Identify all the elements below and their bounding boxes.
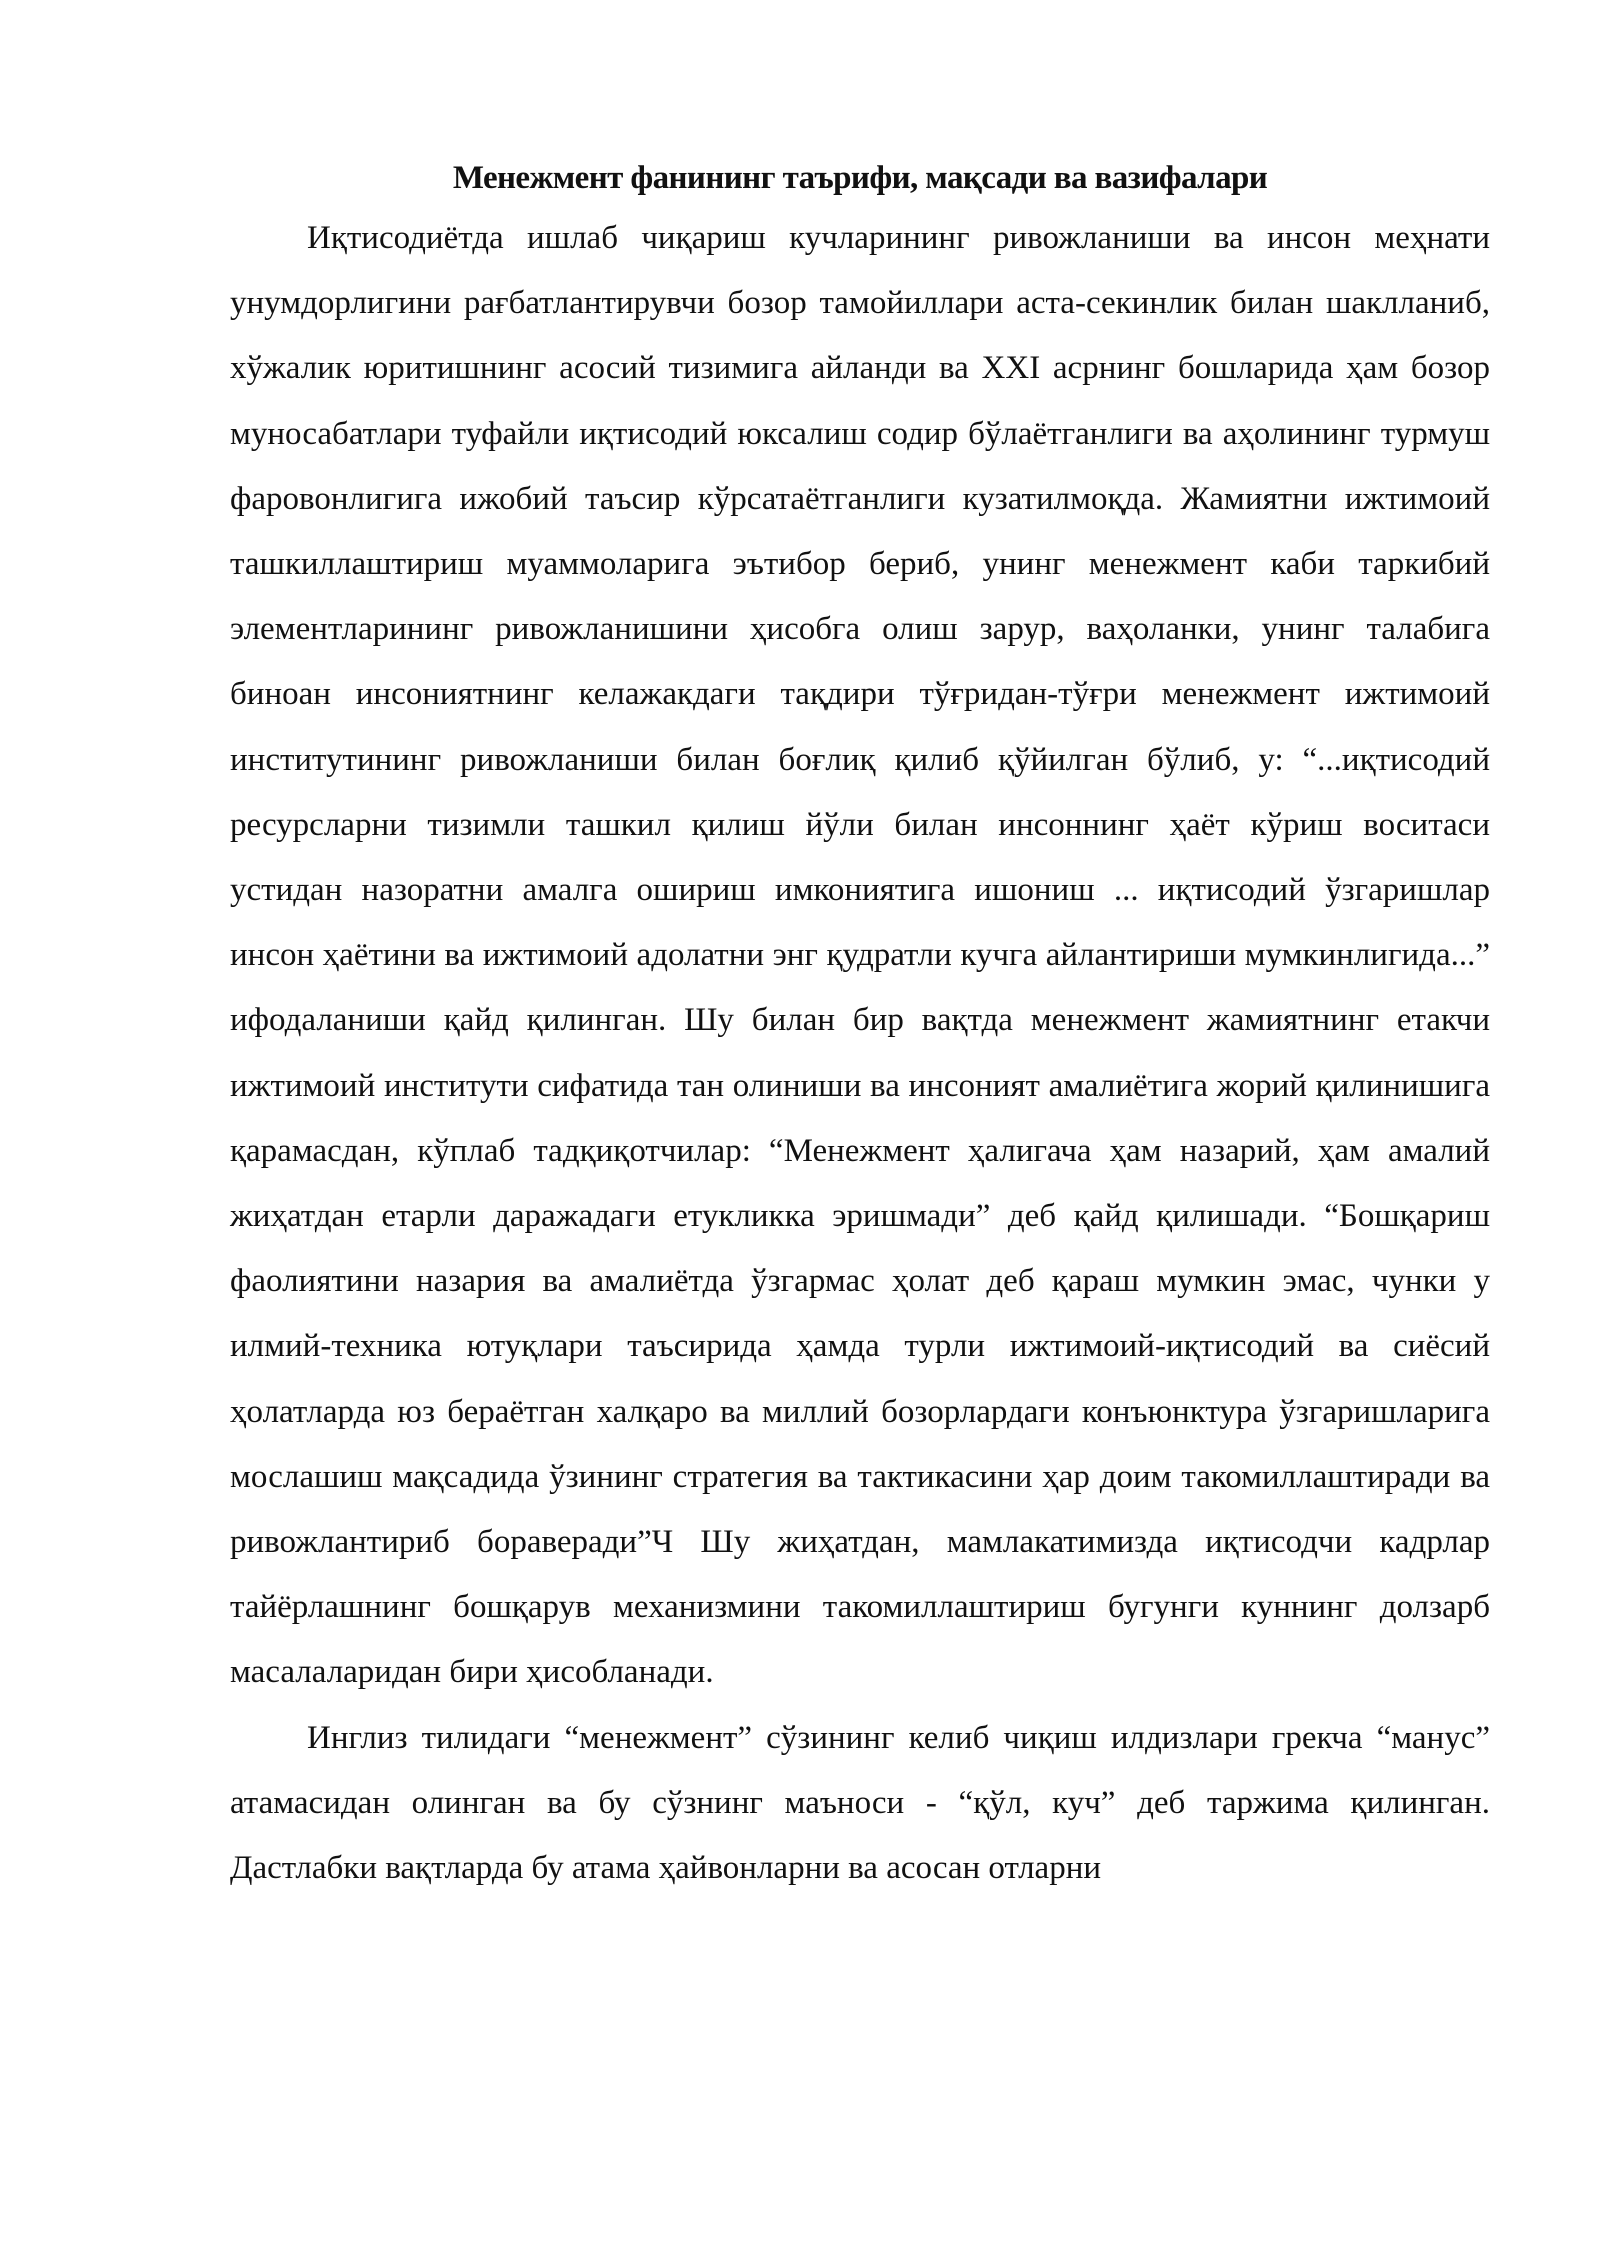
document-body [230, 150, 1490, 1901]
document-title: Менежмент фанининг таърифи, мақсади ва вазифалари [452, 160, 1268, 196]
paragraph-1: Иқтисодиётда ишлаб чиқариш кучларининг ривожланиши ва инсон меҳнати унумдорлигини рағбатлантирувчи бозор тамойиллари аста-секинлик билан шаклланиб, хўжалик юритишнинг асосий тизимига айланди ва XXI асрнинг бошларида ҳам бозор муносабатлари туфайли иқтисодий юксалиш содир бўлаётганлиги ва аҳолининг турмуш фаровонлигига ижобий таъсир кўрсатаётганлиги кузатилмоқда. Жамиятни ижтимоий ташкиллаштириш муаммоларига эътибор бериб, унинг менежмент каби таркибий элементларининг ривожланишини ҳисобга олиш зарур, ваҳоланки, унинг талабига биноан инсониятнинг келажакдаги тақдири тўғридан-тўғри менежмент ижтимоий институтининг ривожланиши билан боғлиқ қилиб қўйилган бўлиб, у: “...иқтисодий ресурсларни тизимли ташкил қилиш йўли билан инсоннинг ҳаёт кўриш воситаси устидан назоратни амалга ошириш имкониятига ишониш ... иқтисодий ўзгаришлар инсон ҳаётини ва ижтимоий адолатни энг қудратли кучга айлантириши мумкинлигида...” ифодаланиши қайд қилинган. Шу билан бир вақтда менежмент жамиятнинг етакчи ижтимоий институти сифатида тан олиниши ва инсоният амалиётига жорий қилинишига қарамасдан, кўплаб тадқиқотчилар: “Менежмент ҳалигача ҳам назарий, ҳам амалий жиҳатдан етарли даражадаги етукликка эришмади” деб қайд қилишади. “Бошқариш фаолиятини назария ва амалиётда ўзгармас ҳолат деб қараш мумкин эмас, чунки у илмий-техника ютуқлари таъсирида ҳамда турли ижтимоий-иқтисодий ва сиёсий ҳолатларда юз бераётган халқаро ва миллий бозорлардаги конъюнктура ўзгаришларига мослашиш мақсадида ўзининг стратегия ва тактикасини ҳар доим такомиллаштиради ва ривожлантириб бораверади”Ч Шу жиҳатдан, мамлакатимизда иқтисодчи кадрлар тайёрлашнинг бошқарув механизмини такомиллаштириш бугунги куннинг долзарб масалаларидан бири ҳисобланади. [230, 220, 1490, 1691]
paragraph-2: Инглиз тилидаги “менежмент” сўзининг келиб чиқиш илдизлари грекча “манус” атамасидан олинган ва бу сўзнинг маъноси - “қўл, куч” деб таржима қилинган. Дастлабки вақтларда бу атама ҳайвонларни ва асосан отларни [230, 1719, 1490, 1887]
